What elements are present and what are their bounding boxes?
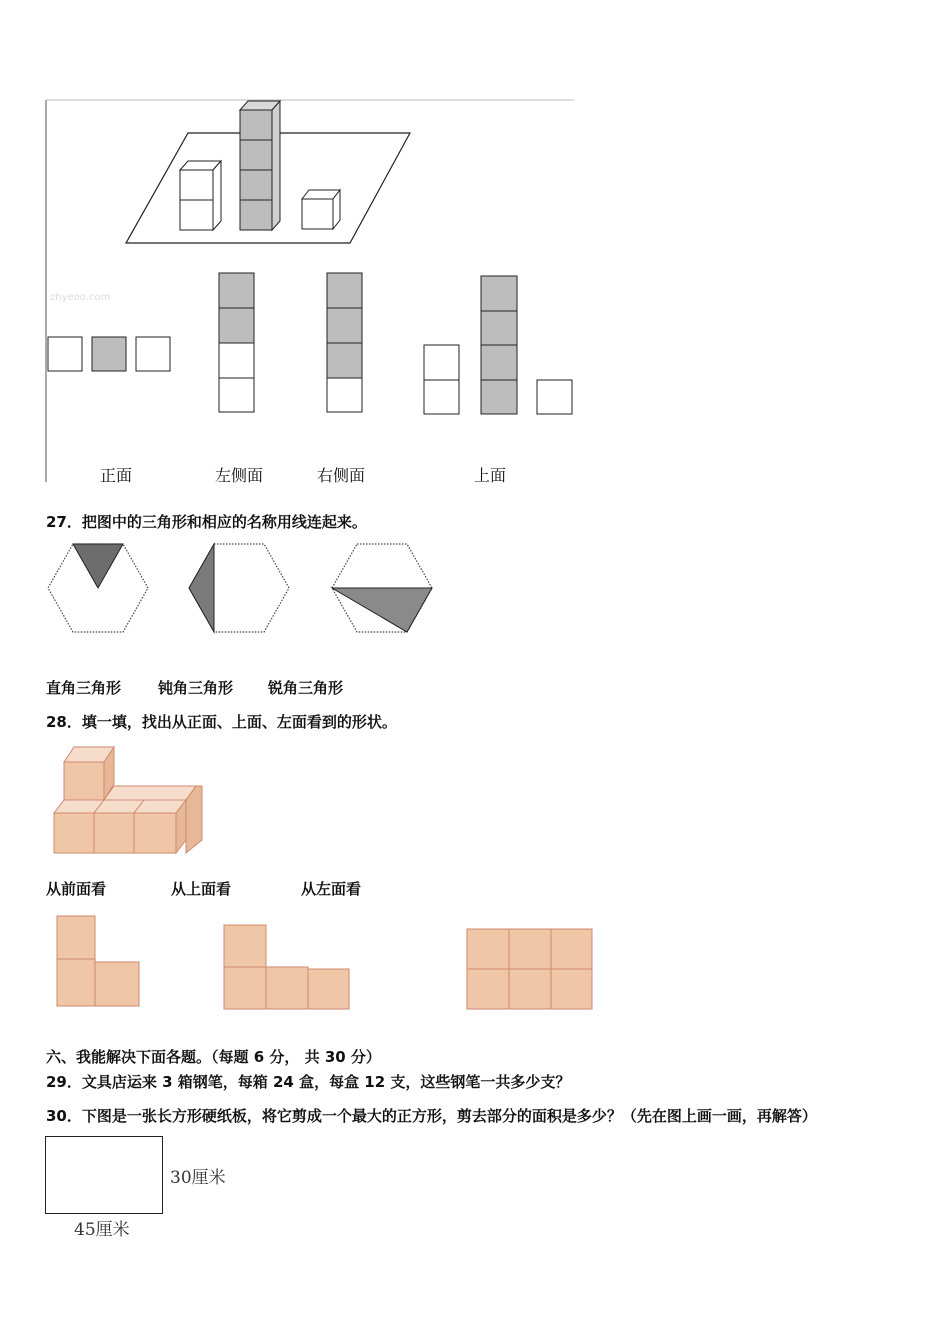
peach-view-b xyxy=(224,925,349,1009)
label-right-side: 右侧面 xyxy=(317,466,366,485)
view-label-top: 从上面看 xyxy=(171,880,232,898)
watermark: zhyeoo.com xyxy=(50,292,111,303)
q27-prompt: 27．把图中的三角形和相应的名称用线连起来。 xyxy=(46,513,367,531)
label-left-side: 左侧面 xyxy=(215,466,264,485)
peach-view-c xyxy=(467,929,592,1009)
label-top: 上面 xyxy=(474,466,507,485)
triangle-name-obtuse: 钝角三角形 xyxy=(158,679,234,697)
cardboard-rectangle xyxy=(45,1136,163,1214)
peach-view-a xyxy=(57,916,139,1006)
label-front: 正面 xyxy=(100,466,133,485)
q28-prompt: 28．填一填，找出从正面、上面、左面看到的形状。 xyxy=(46,713,397,731)
triangle-name-right: 直角三角形 xyxy=(46,679,122,697)
view-label-front: 从前面看 xyxy=(46,880,107,898)
view-label-left: 从左面看 xyxy=(301,880,362,898)
width-label: 45厘米 xyxy=(74,1220,130,1240)
triangle-name-acute: 锐角三角形 xyxy=(268,679,344,697)
height-label: 30厘米 xyxy=(170,1168,226,1188)
q30-prompt: 30．下图是一张长方形硬纸板，将它剪成一个最大的正方形，剪去部分的面积是多少？（先在图上画一画，再解答） xyxy=(46,1107,817,1125)
section-6-heading: 六、我能解决下面各题。（每题 6 分， 共 30 分） xyxy=(46,1048,381,1066)
q29-prompt: 29．文具店运来 3 箱钢笔，每箱 24 盒，每盒 12 支，这些钢笔一共多少支？ xyxy=(46,1073,571,1091)
